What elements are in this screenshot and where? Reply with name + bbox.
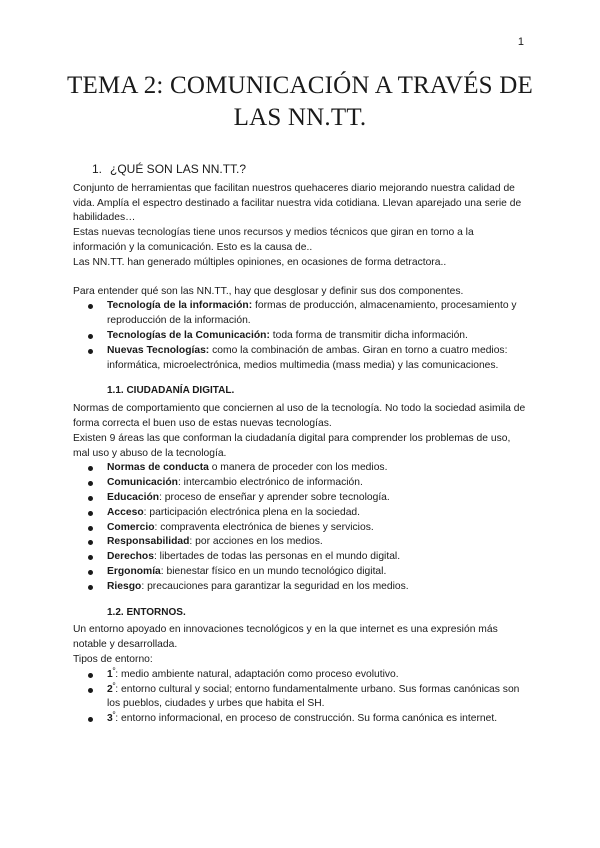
list-item: $3^º$: entorno informacional, en proceso de construcción. Su forma canónica es internet. [73, 712, 528, 727]
bullet-icon [88, 555, 93, 560]
list-item: Comunicación: intercambio electrónico de información. [73, 476, 528, 491]
bullet-icon [88, 466, 93, 471]
bullet-icon [88, 717, 93, 722]
list-item: Responsabilidad: por acciones en los medios. [73, 535, 528, 550]
paragraph: Para entender qué son las NN.TT., hay que desglosar y definir sus dos componentes. [73, 285, 464, 297]
list-item: Derechos: libertades de todas las personas en el mundo digital. [73, 550, 528, 565]
list-item: Acceso: participación electrónica plena en la sociedad. [73, 506, 528, 521]
bullet-icon [88, 688, 93, 693]
paragraph: Conjunto de herramientas que facilitan nuestros quehaceres diario mejorando nuestra calidad de vida. Amplía el espectro destinado a facilitar nuestra vida cotidiana. Llevan aparejado una serie de habilidades… [73, 182, 522, 224]
title-line-2: LAS NN.TT. [233, 104, 367, 131]
list-item: Educación: proceso de enseñar y aprender sobre tecnología. [73, 491, 528, 506]
section-1-2-heading: 1.2. ENTORNOS. [107, 606, 186, 618]
bullet-icon [88, 511, 93, 516]
bullet-icon [88, 540, 93, 545]
paragraph: Tipos de entorno: [73, 653, 153, 665]
paragraph: Un entorno apoyado en innovaciones tecnológicos y en la que internet es una expresión más notable y desarrollada. [73, 624, 498, 651]
bullet-icon [88, 526, 93, 531]
title-line-1: TEMA 2: COMUNICACIÓN A TRAVÉS DE [67, 72, 533, 99]
bullet-icon [88, 304, 93, 309]
components-list [73, 299, 528, 373]
list-item: Comercio: compraventa electrónica de bienes y servicios. [73, 521, 528, 536]
bullet-icon [88, 496, 93, 501]
bullet-icon [88, 481, 93, 486]
list-item: $1^º$: medio ambiente natural, adaptación como proceso evolutivo. [73, 668, 528, 683]
document-body [73, 162, 528, 727]
bullet-icon [88, 673, 93, 678]
paragraph: Normas de comportamiento que conciernen al uso de la tecnología. No todo la sociedad asimila de forma correcta el buen uso de estas nuevas tecnologías. [73, 403, 526, 429]
list-item: Tecnologías de la Comunicación: toda forma de transmitir dicha información. [73, 329, 528, 344]
bullet-icon [88, 585, 93, 590]
list-item: Riesgo: precauciones para garantizar la seguridad en los medios. [73, 580, 528, 595]
page-title [60, 70, 540, 134]
section-1-1-heading: 1.1. CIUDADANÍA DIGITAL. [107, 385, 235, 397]
list-item: Normas de conducta o manera de proceder con los medios. [73, 461, 528, 476]
list-item: Tecnología de la información: formas de producción, almacenamiento, procesamiento y reproducción de la información. [73, 299, 528, 329]
page-number: 1 [517, 36, 524, 48]
bullet-icon [88, 334, 93, 339]
list-item: $2^º$: entorno cultural y social; entorno fundamentalmente urbano. Sus formas canónicas son los pueblos, ciudades y urbes que habita el SH. [73, 683, 528, 713]
environments-list [73, 668, 528, 727]
digital-citizenship-list [73, 461, 528, 594]
bullet-icon [88, 570, 93, 575]
list-item: Nuevas Tecnologías: como la combinación de ambas. Giran en torno a cuatro medios: informática, microelectrónica, medios multimedia (mass media) y las comunicaciones. [73, 344, 528, 374]
paragraph: Estas nuevas tecnologías tiene unos recursos y medios técnicos que giran en torno a la información y la comunicación. Esto es la causa de.. [73, 227, 474, 253]
list-item: Ergonomía: bienestar físico en un mundo tecnológico digital. [73, 565, 528, 580]
section-1-heading: 1. ¿QUÉ SON LAS NN.TT.? [92, 162, 247, 176]
paragraph: Las NN.TT. han generado múltiples opiniones, en ocasiones de forma detractora.. [73, 256, 447, 268]
bullet-icon [88, 349, 93, 354]
paragraph: Existen 9 áreas las que conforman la ciudadanía digital para comprender los problemas de uso, mal uso y abuso de la tecnología. [73, 432, 511, 459]
